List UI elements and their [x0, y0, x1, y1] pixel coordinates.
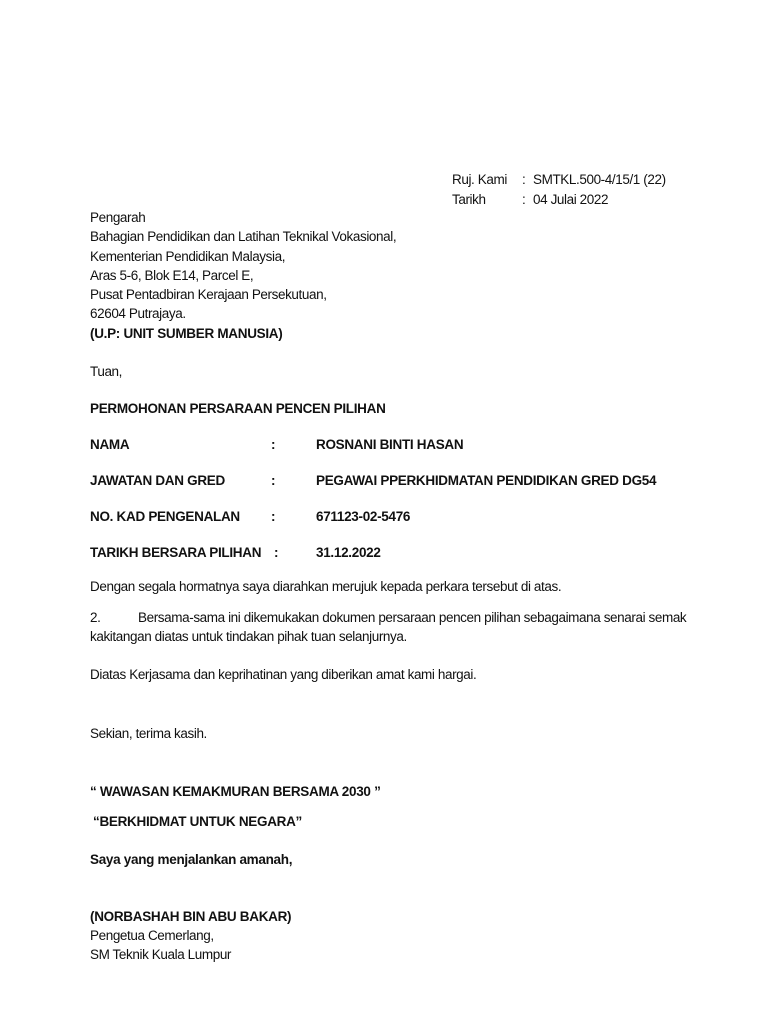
detail-value: PEGAWAI PPERKHIDMATAN PENDIDIKAN GRED DG54 [316, 473, 657, 488]
attention-line: (U.P: UNIT SUMBER MANUSIA) [90, 325, 283, 341]
paragraph-2-number: 2. [90, 610, 101, 625]
amanah-line: Saya yang menjalankan amanah, [90, 852, 293, 867]
reference-tarikh-row [452, 190, 692, 210]
detail-row-tarikh-bersara [90, 543, 730, 563]
address-line: Pengarah [90, 210, 146, 225]
detail-value: 671123-02-5476 [316, 509, 411, 524]
ruj-colon: : [522, 172, 526, 187]
paragraph-1: Dengan segala hormatnya saya diarahkan merujuk kepada perkara tersebut di atas. [90, 579, 562, 594]
address-line: Bahagian Pendidikan dan Latihan Teknikal Vokasional, [90, 229, 397, 245]
salutation: Tuan, [90, 364, 123, 379]
detail-label: JAWATAN DAN GRED [90, 473, 225, 488]
signatory-name: (NORBASHAH BIN ABU BAKAR) [90, 909, 292, 924]
ruj-value: SMTKL.500-4/15/1 (22) [533, 172, 666, 187]
detail-value: ROSNANI BINTI HASAN [316, 437, 464, 452]
detail-colon: : [271, 473, 276, 488]
detail-row-ic [90, 507, 730, 527]
signatory-school: SM Teknik Kuala Lumpur [90, 947, 232, 962]
address-line: 62604 Putrajaya. [90, 306, 186, 322]
detail-row-jawatan [90, 471, 730, 491]
closing-text: Sekian, terima kasih. [90, 726, 207, 741]
tarikh-label: Tarikh [452, 192, 486, 207]
ruj-label: Ruj. Kami [452, 172, 507, 187]
detail-value: 31.12.2022 [316, 545, 381, 560]
detail-colon: : [274, 545, 279, 560]
motto-berkhidmat: “BERKHIDMAT UNTUK NEGARA” [93, 814, 302, 829]
detail-label: TARIKH BERSARA PILIHAN [90, 545, 262, 560]
recipient-address [90, 208, 396, 343]
signatory-title: Pengetua Cemerlang, [90, 928, 214, 943]
subject-heading: PERMOHONAN PERSARAAN PENCEN PILIHAN [90, 401, 386, 416]
address-line: Aras 5-6, Blok E14, Parcel E, [90, 267, 254, 283]
reference-block [452, 170, 692, 210]
tarikh-value: 04 Julai 2022 [533, 192, 609, 207]
paragraph-2-line-1: Bersama-sama ini dikemukakan dokumen persaraan pencen pilihan sebagaimana senarai semak [138, 610, 687, 625]
paragraph-3: Diatas Kerjasama dan keprihatinan yang diberikan amat kami hargai. [90, 667, 477, 682]
address-line: Kementerian Pendidikan Malaysia, [90, 248, 286, 264]
detail-label: NAMA [90, 437, 130, 452]
motto-wawasan: “ WAWASAN KEMAKMURAN BERSAMA 2030 ” [90, 784, 381, 799]
detail-colon: : [271, 437, 276, 452]
detail-label: NO. KAD PENGENALAN [90, 509, 240, 524]
detail-row-nama [90, 435, 730, 455]
detail-colon: : [271, 509, 276, 524]
tarikh-colon: : [522, 192, 526, 207]
reference-ruj-row [452, 170, 692, 190]
paragraph-2-line-2: kakitangan diatas untuk tindakan pihak tuan selanjurnya. [90, 629, 407, 644]
address-line: Pusat Pentadbiran Kerajaan Persekutuan, [90, 287, 327, 303]
